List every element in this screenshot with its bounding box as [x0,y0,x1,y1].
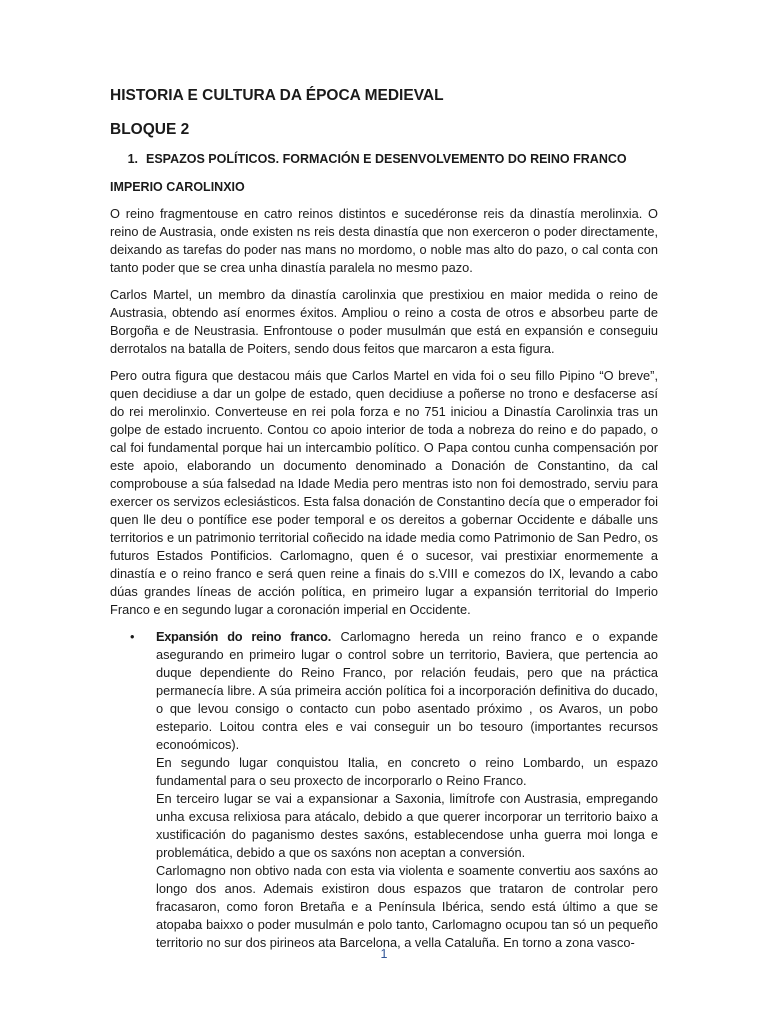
section-heading [110,150,658,168]
page-content [110,86,658,952]
subheading: IMPERIO CAROLINXIO [110,180,245,194]
paragraph-1: O reino fragmentouse en catro reinos distintos e sucedéronse reis da dinastía merolinxia. O reino de Austrasia, onde existen ns reis desta dinastía que non exerceron o poder directamente, deixando as tarefas do poder nas mans no mordomo, o noble mas alto do pazo, o cal conta con tanto poder que se crea unha dinastía paralela no mesmo pazo. [110,206,658,275]
bullet-paragraph-3: En terceiro lugar se vai a expansionar a Saxonia, limítrofe con Austrasia, empregando unha excusa relixiosa para atácalo, debido a que querer incorporar un territorio baixo a xustificación do paganismo destes saxóns, establecendose unha guerra moi longa e problemática, debido a que os saxóns non aceptan a conversión. [156,791,658,860]
paragraph-2: Carlos Martel, un membro da dinastía carolinxia que prestixiou en maior medida o reino de Austrasia, obtendo así enormes éxitos. Ampliou o reino a costa de otros e absorbeu parte de Borgoña e de Neustrasia. Enfrontouse o poder musulmán que está en expansión e conseguiu derrotalos na batalla de Poiters, sendo dous feitos que marcaron a esta figura. [110,287,658,356]
bullet-list [110,628,658,952]
list-item [110,628,658,952]
bullet-lead-text: Carlomagno hereda un reino franco e o expande asegurando en primeiro lugar o control sobre un territorio, Baviera, que pertencia ao duque dependiente do Reino Franco, por relación feudais, pero que na práctica permanecía libre. A súa primeira acción política foi a incorporación definitiva do ducado, o que levou consigo o contacto cun pobo asentado próximo , os Avaros, un pobo estepario. Loitou contra eles e vai conseguir un bo tesouro (importantes recursos econoómicos). [156,629,658,752]
bullet-paragraph-2: En segundo lugar conquistou Italia, en concreto o reino Lombardo, un espazo fundamental para o seu proxecto de incorporarlo o Reino Franco. [156,755,658,788]
bullet-paragraph-lead [156,628,658,754]
document-title: HISTORIA E CULTURA DA ÉPOCA MEDIEVAL [110,87,444,104]
section-number: 1. [127,152,138,166]
block-heading: BLOQUE 2 [110,121,190,138]
paragraph-3: Pero outra figura que destacou máis que Carlos Martel en vida foi o seu fillo Pipino “O breve”, quen decidiuse a dar un golpe de estado, quen decidiuse a poñerse no trono e desfacerse así do rei merolinxio. Converteuse en rei pola forza e no 751 iniciou a Dinastía Carolinxia tras un golpe de estado incruento. Contou co apoio interior de toda a nobreza do reino e do papado, o cal foi fundamental porque hai un intercambio político. O Papa contou cunha compensación por este apoio, elaborando un documento denominado a Donación de Constantino, da cal comprobouse a súa falsedad na Idade Media pero mentras isto non foi demostrado, serviu para exercer os servizos eclesiásticos. Esta falsa donación de Constantino decía que o emperador foi quen lle deu o pontífice ese poder temporal e os dereitos a gobernar Occidente e dáballe uns territorios e un patrimonio territorial coñecido na idade media como Patrimonio de San Pedro, os futuros Estados Pontificios. Carlomagno, quen é o sucesor, vai prestixiar enormemente a dinastía e o reino franco e será quen reine a finais do s.VIII e comezos do IX, levando a cabo dúas grandes líneas de acción política, en primeiro lugar a expansión territorial do Imperio Franco e en segundo lugar a coronación imperial en Occidente. [110,368,658,617]
bullet-paragraph-4: Carlomagno non obtivo nada con esta via violenta e soamente convertiu aos saxóns ao longo dos anos. Ademais existiron dous espazos que trataron de controlar pero fracasaron, como foron Bretaña e a Península Ibérica, sendo está último a que se atopaba baixxo o poder musulmán e polo tanto, Carlomagno ocupou tan só un pequeño territorio no sur dos pirineos ata Barcelona, a vella Cataluña. En torno a zona vasco- [156,863,658,950]
bullet-title: Expansión do reino franco. [156,629,331,644]
page-number: 1 [380,947,388,961]
bullet-icon: • [130,629,135,644]
section-title: ESPAZOS POLÍTICOS. FORMACIÓN E DESENVOLVEMENTO DO REINO FRANCO [146,152,627,166]
